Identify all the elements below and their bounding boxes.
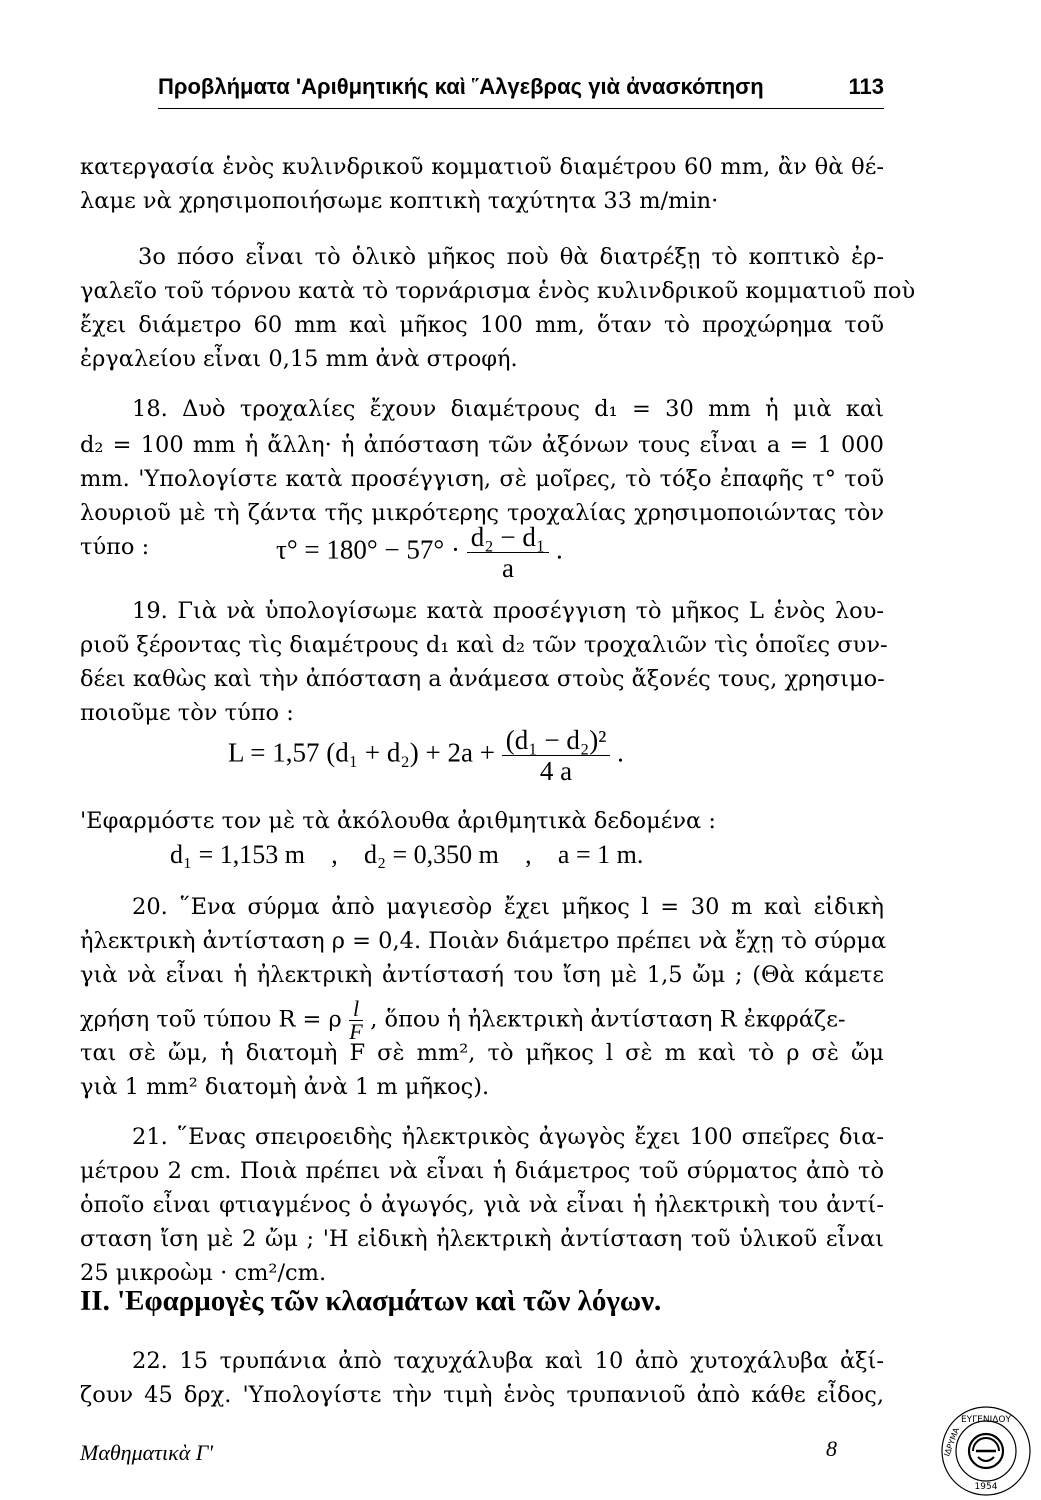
svg-text:ΕΥΓΕΝΙΔΟΥ: ΕΥΓΕΝΙΔΟΥ	[960, 1415, 1012, 1425]
separator: ,	[331, 840, 338, 869]
text-line: ἔχει διάμετρο 60 mm καὶ μῆκος 100 mm, ὅταν τὸ προχώρημα τοῦ	[80, 312, 884, 338]
fraction-numerator: d₂ − d₁	[467, 522, 550, 553]
text-line: 25 μικροὼμ · cm²/cm.	[80, 1260, 327, 1286]
problem-22-line: 22. 15 τρυπάνια ἀπὸ ταχυχάλυβα καὶ 10 ἀπὸ χυτοχάλυβα ἀξί-	[132, 1348, 884, 1374]
text-line: γιὰ 1 mm² διατομὴ ἀνὰ 1 m μῆκος).	[80, 1074, 490, 1100]
header-rule	[158, 108, 884, 109]
text-line: ἠλεκτρικὴ ἀντίσταση ρ = 0,4. Ποιὰν διάμετρο πρέπει νὰ ἔχῃ τὸ σύρμα	[80, 928, 887, 954]
formula-belt-length	[228, 725, 624, 786]
text-line: λουριοῦ μὲ τὴ ζάντα τῆς μικρότερης τροχαλίας χρησιμοποιώντας τὸν	[80, 500, 884, 526]
text-line: λαμε νὰ χρησιμοποιήσωμε κοπτικὴ ταχύτητα 33 m/min·	[80, 188, 719, 214]
text-line: ζουν 45 δρχ. 'Υπολογίστε τὴν τιμὴ ἑνὸς τρυπανιοῦ ἀπὸ κάθε εἶδος,	[80, 1382, 884, 1408]
text-line: mm. 'Υπολογίστε κατὰ προσέγγιση, σὲ μοῖρες, τὸ τόξο ἐπαφῆς τ° τοῦ	[80, 466, 884, 492]
formula-after: , ὅπου ἡ ἠλεκτρικὴ ἀντίσταση R ἐκφράζε-	[370, 1006, 846, 1033]
formula-tail: .	[556, 534, 563, 565]
text-line: δέει καθὼς καὶ τὴν ἀπόσταση a ἀνάμεσα στοὺς ἄξονές τους, χρησιμο-	[80, 666, 885, 692]
text-line: τύπο :	[80, 534, 150, 560]
signature-mark: 8	[826, 1436, 837, 1461]
fraction-denominator: a	[501, 553, 514, 583]
text-line: μέτρου 2 cm. Ποιὰ πρέπει νὰ εἶναι ἡ διάμετρος τοῦ σύρματος ἀπὸ τὸ	[80, 1158, 884, 1184]
value-a: a = 1 m.	[557, 840, 644, 869]
formula-tail: .	[617, 737, 624, 768]
fraction	[467, 522, 550, 583]
foundation-seal-icon	[940, 1405, 1032, 1497]
problem-19-line: 19. Γιὰ νὰ ὑπολογίσωμε κατὰ προσέγγιση τὸ μῆκος L ἑνὸς λου-	[132, 598, 884, 624]
value-d1: d₁ = 1,153 m	[170, 840, 305, 869]
footer-book-title: Μαθηματικὰ Γ'	[80, 1440, 213, 1465]
fraction	[502, 725, 611, 786]
text-line: ται σὲ ὤμ, ἡ διατομὴ F σὲ mm², τὸ μῆκος l σὲ m καὶ τὸ ρ σὲ ὤμ	[80, 1040, 884, 1066]
problem-18-line: 18. Δυὸ τροχαλίες ἔχουν διαμέτρους d₁ = 30 mm ἡ μιὰ καὶ	[132, 396, 884, 422]
formula-lhs: τ° = 180° − 57° ·	[276, 534, 460, 565]
text-line: κατεργασία ἑνὸς κυλινδρικοῦ κομματιοῦ διαμέτρου 60 mm, ἂν θὰ θέ-	[80, 154, 884, 180]
section-heading: ΙΙ. 'Εφαρμογὲς τῶν κλασμάτων καὶ τῶν λόγων.	[80, 1285, 662, 1317]
fraction-denominator: F	[349, 1019, 363, 1044]
text-line: ριοῦ ξέροντας τὶς διαμέτρους d₁ καὶ d₂ τῶν τροχαλιῶν τὶς ὁποῖες συν-	[80, 632, 888, 658]
problem-20-line: 20. ῞Ενα σύρμα ἀπὸ μαγιεσὸρ ἔχει μῆκος l = 30 m καὶ εἰδικὴ	[132, 894, 884, 920]
text-line: γαλεῖο τοῦ τόρνου κατὰ τὸ τορνάρισμα ἑνὸς κυλινδρικοῦ κομματιοῦ ποὺ	[80, 278, 916, 304]
fraction-numerator: (d₁ − d₂)²	[502, 725, 611, 756]
svg-text:1954: 1954	[974, 1482, 998, 1492]
text-line: 'Εφαρμόστε τον μὲ τὰ ἀκόλουθα ἀριθμητικὰ δεδομένα :	[80, 808, 716, 834]
text-line: ποιοῦμε τὸν τύπο :	[80, 700, 294, 726]
fraction-denominator: 4 a	[539, 756, 573, 786]
value-d2: d₂ = 0,350 m	[363, 840, 499, 869]
formula-lhs: L = 1,57 (d₁ + d₂) + 2a +	[228, 737, 495, 768]
separator: ,	[525, 840, 532, 869]
text-line: ὁποῖο εἶναι φτιαγμένος ὁ ἀγωγός, γιὰ νὰ εἶναι ἡ ἠλεκτρικὴ του ἀντί-	[80, 1192, 884, 1218]
text-line: d₂ = 100 mm ἡ ἄλλη· ἡ ἀπόσταση τῶν ἀξόνων τους εἶναι a = 1 000	[80, 432, 884, 458]
text-line: γιὰ νὰ εἶναι ἡ ἠλεκτρικὴ ἀντίστασή του ἴση μὲ 1,5 ὤμ ; (Θὰ κάμετε	[80, 962, 884, 988]
page-number: 113	[848, 74, 884, 99]
text-line: ἐργαλείου εἶναι 0,15 mm ἀνὰ στροφή.	[80, 346, 518, 372]
svg-text:ΙΔΡΥΜΑ: ΙΔΡΥΜΑ	[942, 1426, 962, 1458]
problem-21-line: 21. ῞Ενας σπειροειδὴς ἠλεκτρικὸς ἀγωγὸς ἔχει 100 σπεῖρες δια-	[132, 1124, 884, 1150]
fraction-numerator: l	[349, 998, 363, 1021]
data-values	[170, 840, 643, 870]
text-line: σταση ἴση μὲ 2 ὤμ ; 'Η εἰδικὴ ἠλεκτρικὴ ἀντίσταση τοῦ ὑλικοῦ εἶναι	[80, 1226, 884, 1252]
formula-before: χρήση τοῦ τύπου R = ρ	[80, 1006, 342, 1033]
header-title: Προβλήματα 'Αριθμητικής καὶ ῞Αλγεβρας γιὰ ἀνασκόπηση	[158, 74, 764, 99]
text-line: 3ο πόσο εἶναι τὸ ὁλικὸ μῆκος ποὺ θὰ διατρέξῃ τὸ κοπτικὸ ἐρ-	[138, 244, 884, 270]
formula-arc-angle	[276, 522, 563, 583]
